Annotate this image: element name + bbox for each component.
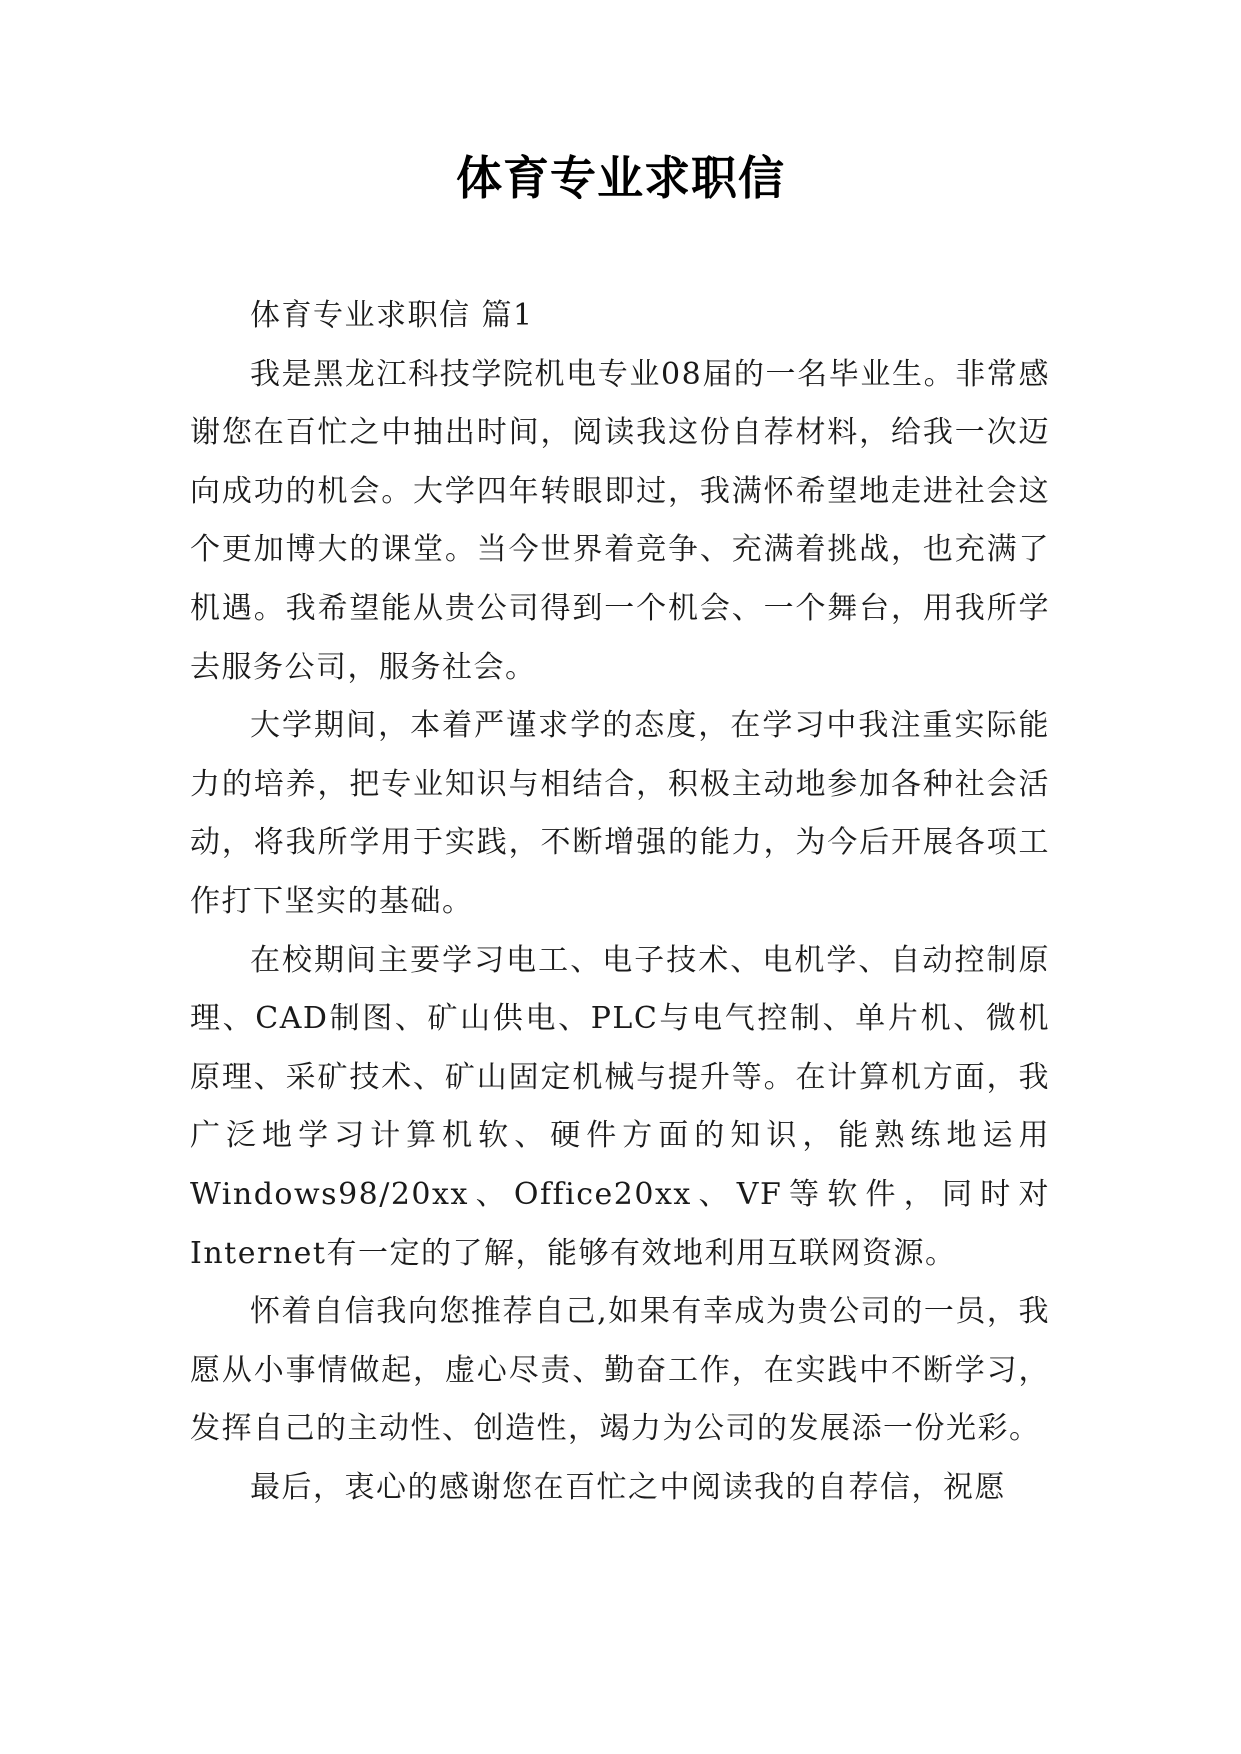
- paragraph-closing: 最后，衷心的感谢您在百忙之中阅读我的自荐信，祝愿: [250, 1469, 1006, 1505]
- paragraph-self-recommendation: 怀着自信我向您推荐自己,如果有幸成为贵公司的一员，我愿从小事情做起，虚心尽责、勤奋工作，在实践中不断学习，发挥自己的主动性、创造性，竭力为公司的发展添一份光彩。: [190, 1294, 1050, 1447]
- paragraph-university-period: 大学期间，本着严谨求学的态度，在学习中我注重实际能力的培养，把专业知识与相结合，积极主动地参加各种社会活动，将我所学用于实践，不断增强的能力，为今后开展各项工作打下坚实的基础。: [190, 708, 1050, 919]
- section-heading: 体育专业求职信 篇1: [250, 298, 534, 333]
- document-title: 体育专业求职信: [456, 151, 785, 205]
- paragraph-courses-and-skills: 在校期间主要学习电工、电子技术、电机学、自动控制原理、CAD制图、矿山供电、PLC与电气控制、单片机、微机原理、采矿技术、矿山固定机械与提升等。在计算机方面，我广泛地学习计算机软、硬件方面的知识，能熟练地运用Windows98/20xx、Office20xx、VF等软件，同时对Internet有一定的了解，能够有效地利用互联网资源。: [190, 942, 1050, 1271]
- document-body: [190, 287, 1050, 1517]
- paragraph-introduction: 我是黑龙江科技学院机电专业08届的一名毕业生。非常感谢您在百忙之中抽出时间，阅读我这份自荐材料，给我一次迈向成功的机会。大学四年转眼即过，我满怀希望地走进社会这个更加博大的课堂。当今世界着竞争、充满着挑战，也充满了机遇。我希望能从贵公司得到一个机会、一个舞台，用我所学去服务公司，服务社会。: [190, 356, 1050, 685]
